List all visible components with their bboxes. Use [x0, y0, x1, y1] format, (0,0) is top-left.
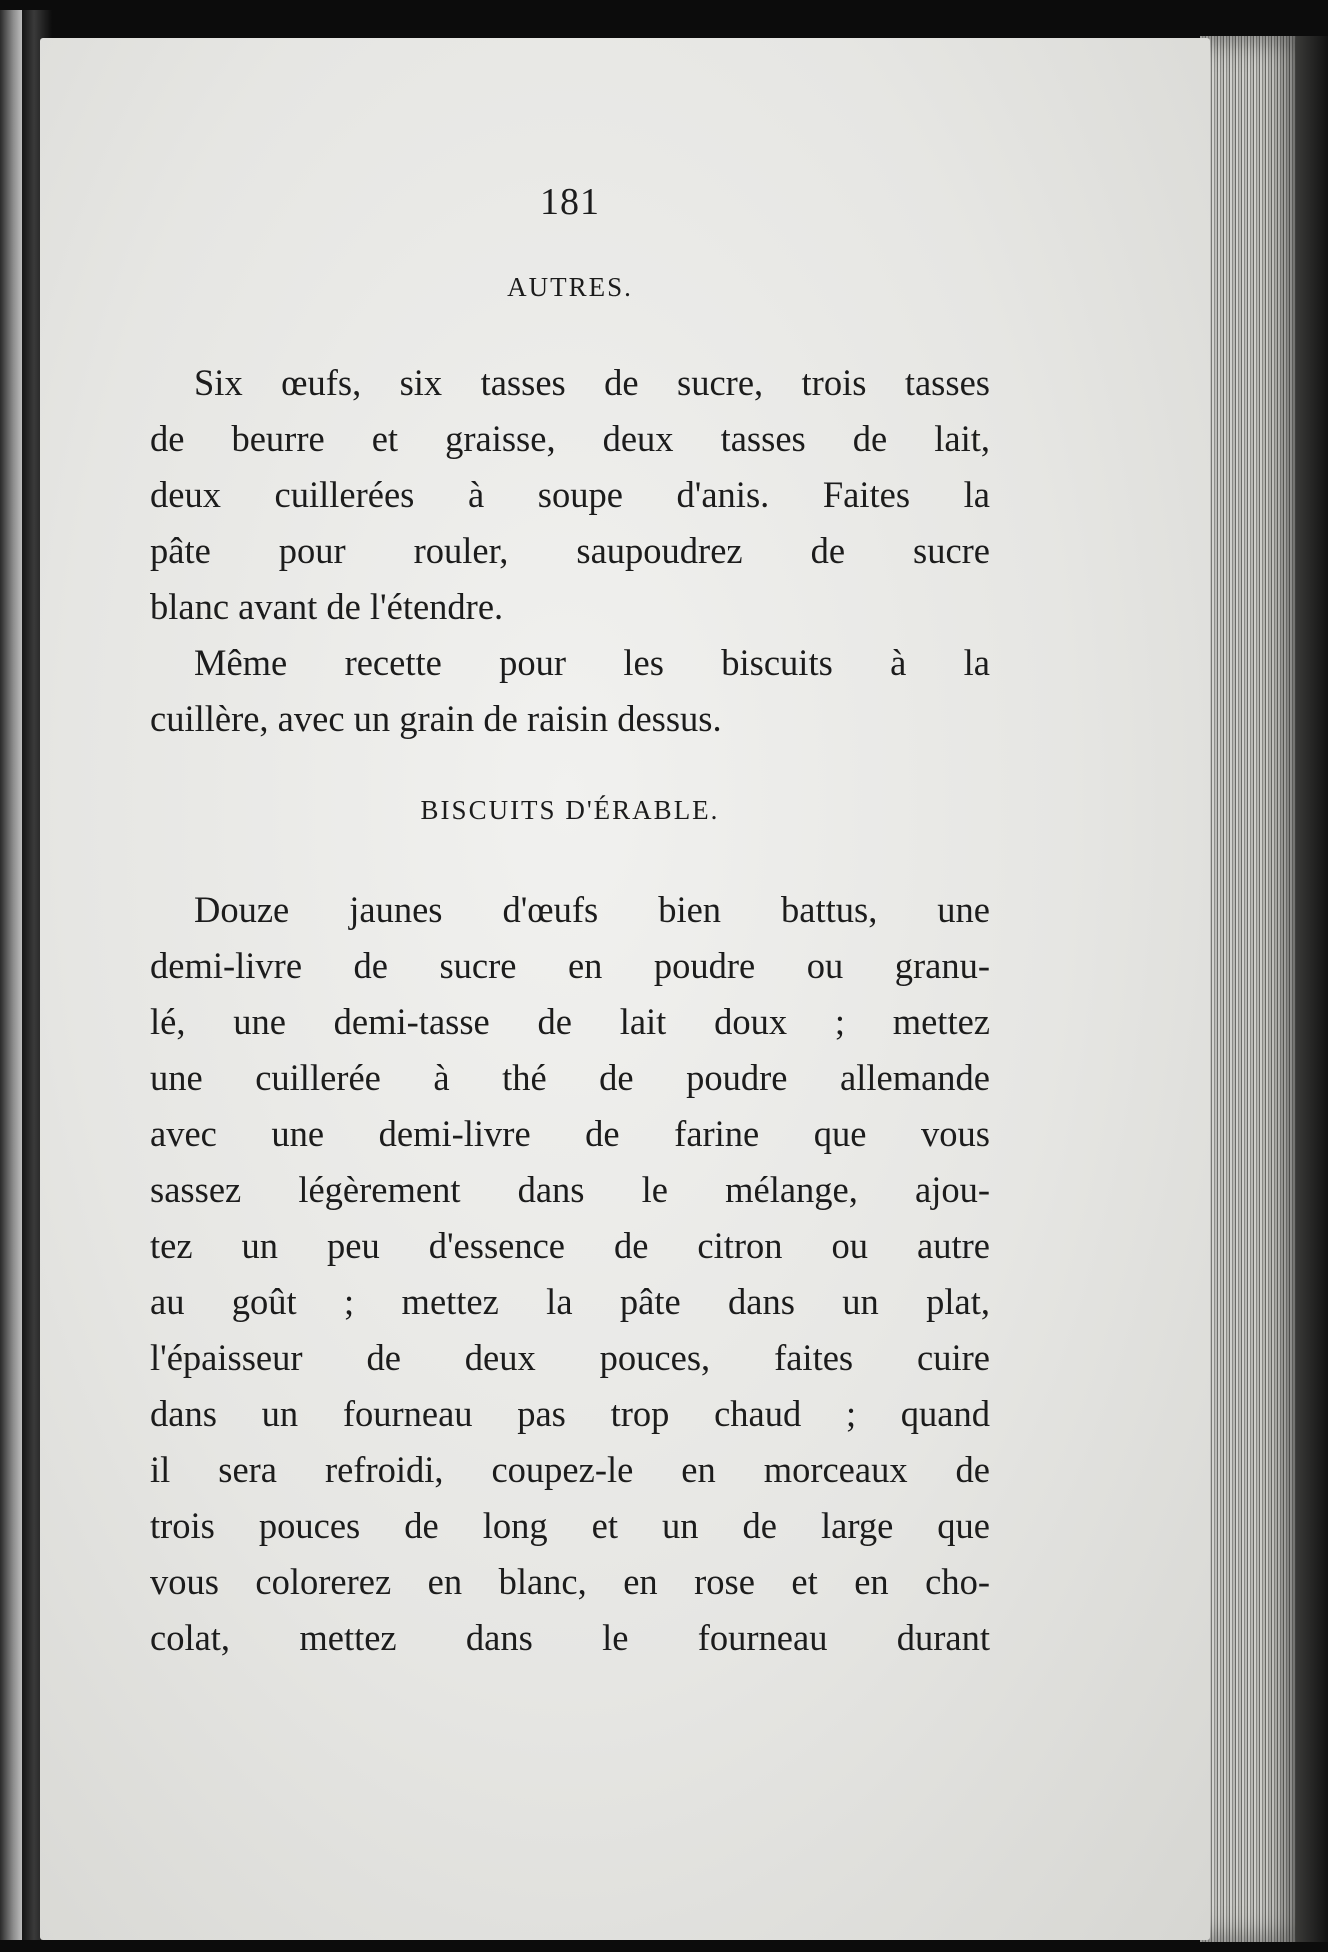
spacer — [150, 747, 990, 795]
text-line: sassez légèrement dans le mélange, ajou- — [150, 1169, 990, 1210]
text-line: une cuillerée à thé de poudre allemande — [150, 1057, 990, 1098]
text-line: il sera refroidi, coupez-le en morceaux de — [150, 1449, 990, 1490]
book-cover-edge — [1296, 36, 1328, 1942]
text-line: deux cuillerées à soupe d'anis. Faites la — [150, 474, 990, 515]
text-line: Douze jaunes d'œufs bien battus, une — [194, 889, 990, 930]
text-line: dans un fourneau pas trop chaud ; quand — [150, 1393, 990, 1434]
text-line: demi-livre de sucre en poudre ou granu- — [150, 945, 990, 986]
paragraph-autres-2 — [150, 635, 990, 747]
text-line: Même recette pour les biscuits à la — [194, 642, 990, 683]
text-line: lé, une demi-tasse de lait doux ; mettez — [150, 1001, 990, 1042]
text-line: blanc avant de l'étendre. — [150, 586, 504, 627]
text-line: tez un peu d'essence de citron ou autre — [150, 1225, 990, 1266]
text-line: Six œufs, six tasses de sucre, trois tasses — [194, 362, 990, 403]
paragraph-autres-1 — [150, 355, 990, 635]
section-heading-biscuits-erable: BISCUITS D'ÉRABLE. — [420, 795, 720, 825]
page-number: 181 — [540, 181, 600, 223]
text-line: cuillère, avec un grain de raisin dessus. — [150, 698, 722, 739]
previous-page-edge — [0, 10, 22, 1940]
text-line: colat, mettez dans le fourneau durant — [150, 1617, 990, 1658]
text-line: trois pouces de long et un de large que — [150, 1505, 990, 1546]
text-line: avec une demi-livre de farine que vous — [150, 1113, 990, 1154]
text-line: de beurre et graisse, deux tasses de lait, — [150, 418, 990, 459]
text-line: vous colorerez en blanc, en rose et en cho- — [150, 1561, 990, 1602]
text-line: pâte pour rouler, saupoudrez de sucre — [150, 530, 990, 571]
section-heading-autres: AUTRES. — [507, 272, 633, 302]
page-text — [150, 180, 990, 1666]
text-line: au goût ; mettez la pâte dans un plat, — [150, 1281, 990, 1322]
paragraph-biscuits-erable — [150, 882, 990, 1666]
text-line: l'épaisseur de deux pouces, faites cuire — [150, 1337, 990, 1378]
